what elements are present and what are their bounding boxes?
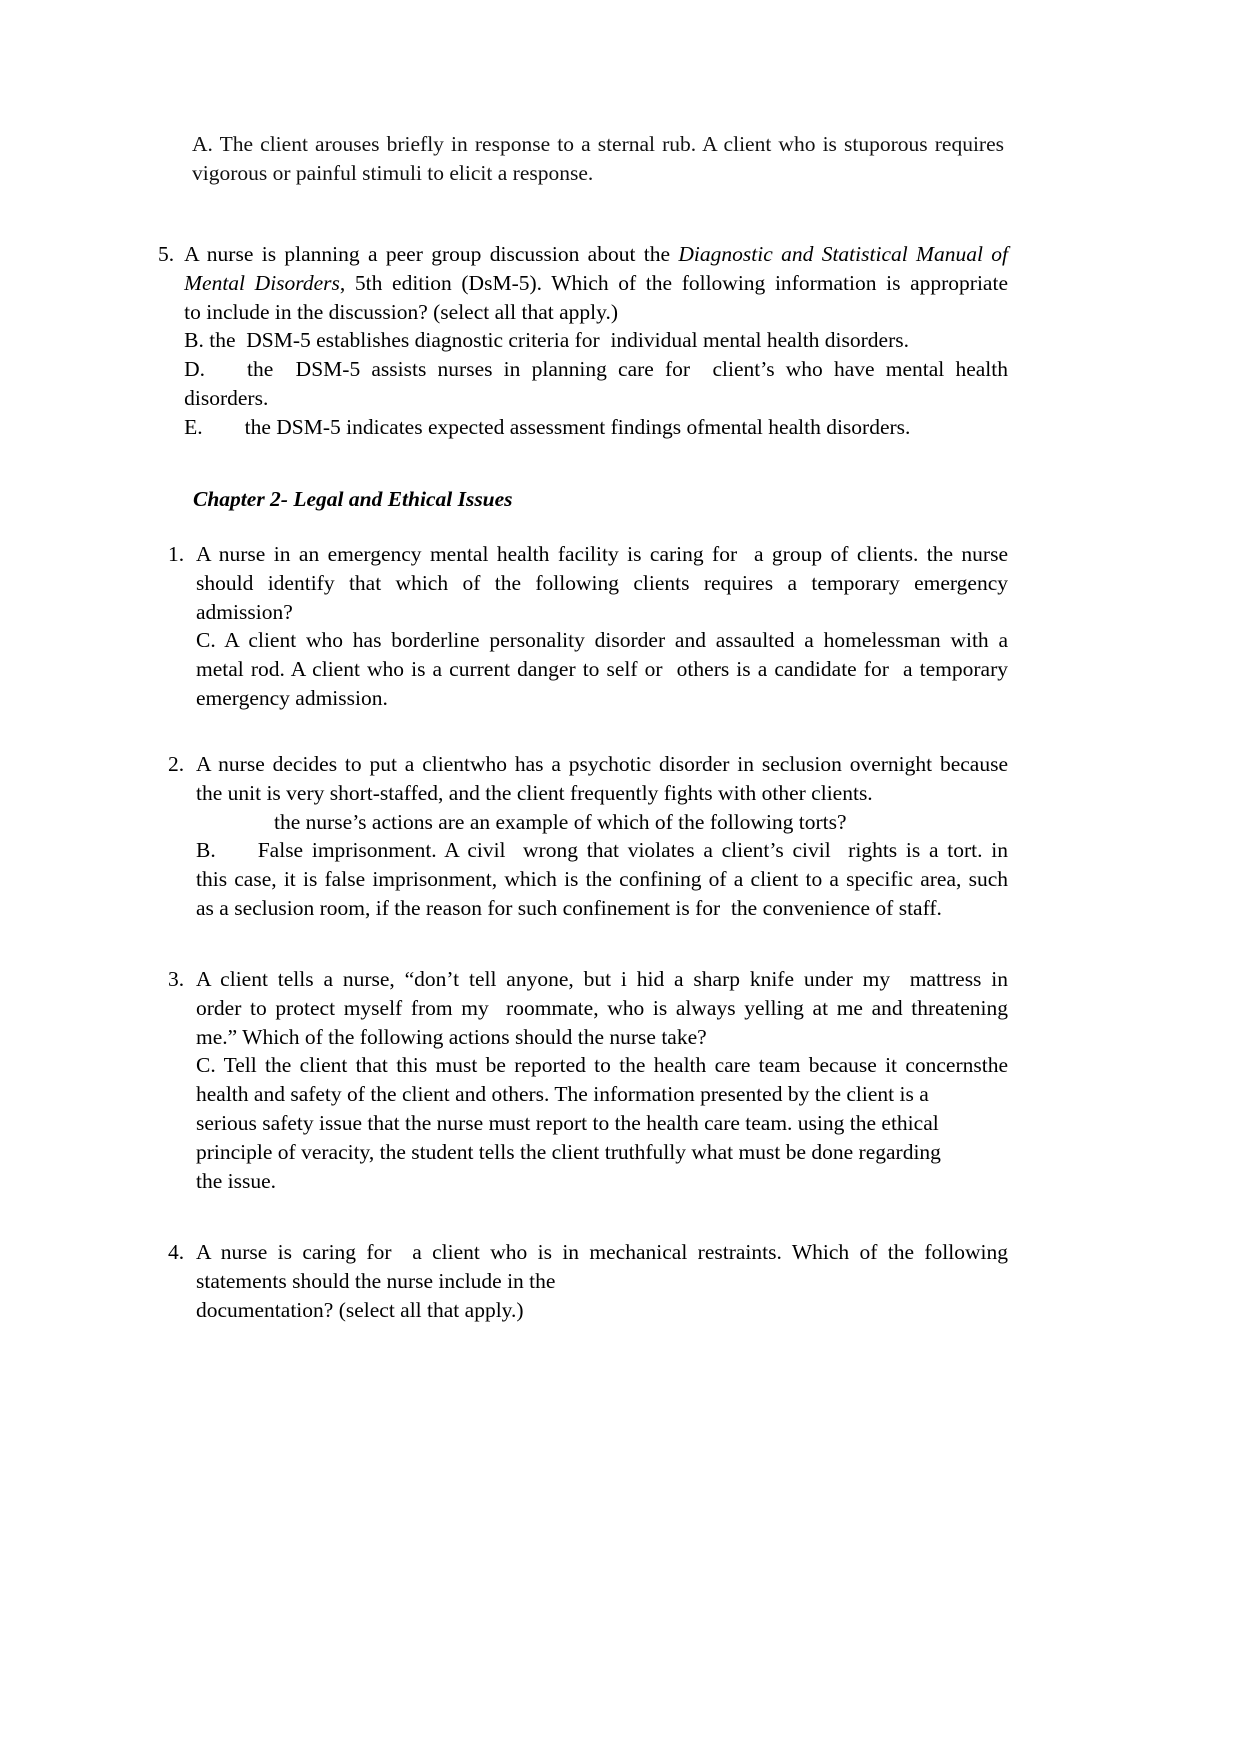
question-2-answer-line-1: B. False imprisonment. A civil wrong that violates a client’s civil rights is a tort. in: [196, 838, 1008, 863]
question-5-option-e: E. the DSM-5 indicates expected assessment findings ofmental health disorders.: [184, 414, 911, 439]
question-1: [168, 540, 1008, 713]
question-3-answer-line-3: serious safety issue that the nurse must report to the health care team. using the ethical: [196, 1110, 939, 1135]
question-3-number: 3.: [168, 967, 185, 991]
question-4-stem-line-1: A nurse is caring for a client who is in mechanical restraints. Which of the following: [196, 1240, 1008, 1264]
question-3-stem-line-2: order to protect myself from my roommate, who is always yelling at me and threatening: [196, 995, 1008, 1020]
question-5-stem-line-3: to include in the discussion? (select all that apply.): [184, 299, 618, 324]
answer-top-line-2: vigorous or painful stimuli to elicit a response.: [192, 160, 594, 185]
question-5-stem-line-1: A nurse is planning a peer group discussion about the Diagnostic and Statistical Manual of: [184, 242, 1009, 266]
question-1-stem-line-3: admission?: [196, 599, 293, 624]
question-3-stem-line-3: me.” Which of the following actions should the nurse take?: [196, 1024, 707, 1049]
question-2-stem-line-2: the unit is very short-staffed, and the client frequently fights with other clients.: [196, 780, 873, 805]
question-5-body: [184, 240, 1008, 442]
question-2: [168, 750, 1008, 923]
question-2-number: 2.: [168, 752, 185, 776]
question-3-answer-line-5: the issue.: [196, 1168, 277, 1193]
question-3-answer-line-1: C. Tell the client that this must be reported to the health care team because it concernsthe: [196, 1053, 1008, 1078]
answer-block-top: [192, 130, 1004, 188]
question-2-body: [196, 750, 1008, 923]
question-5-option-b: B. the DSM-5 establishes diagnostic criteria for individual mental health disorders.: [184, 328, 909, 353]
question-1-answer-line-3: emergency admission.: [196, 685, 388, 710]
answer-top-line-1: A. The client arouses briefly in response to a sternal rub. A client who is stuporous requires: [192, 132, 1004, 156]
question-1-body: [196, 540, 1008, 713]
question-3-answer-line-2: health and safety of the client and others. The information presented by the client is a: [196, 1082, 929, 1107]
question-2-stem-line-1: A nurse decides to put a clientwho has a psychotic disorder in seclusion overnight because: [196, 752, 1008, 776]
question-1-answer-line-2: metal rod. A client who is a current danger to self or others is a candidate for a temporary: [196, 657, 1008, 682]
question-4-stem-line-2: statements should the nurse include in the: [196, 1268, 556, 1293]
question-3-stem-line-1: A client tells a nurse, “don’t tell anyone, but i hid a sharp knife under my mattress in: [196, 967, 1008, 991]
question-5: [158, 240, 1008, 442]
question-2-stem-line-3: the nurse’s actions are an example of which of the following torts?: [274, 809, 847, 834]
question-5-option-d-line-2: disorders.: [184, 385, 269, 410]
question-4-stem-line-3: documentation? (select all that apply.): [196, 1297, 524, 1322]
question-3-body: [196, 965, 1008, 1195]
question-4-number: 4.: [168, 1240, 185, 1264]
question-4-body: [196, 1238, 1008, 1324]
question-4: [168, 1238, 1008, 1324]
question-1-answer-line-1: C. A client who has borderline personality disorder and assaulted a homelessman with a: [196, 628, 1008, 653]
question-3-answer-line-4: principle of veracity, the student tells the client truthfully what must be done regarding: [196, 1139, 941, 1164]
question-5-number: 5.: [158, 242, 175, 266]
question-3: [168, 965, 1008, 1195]
chapter-heading: Chapter 2- Legal and Ethical Issues: [193, 487, 513, 511]
question-5-option-d-line-1: D. the DSM-5 assists nurses in planning care for client’s who have mental health: [184, 357, 1008, 382]
question-2-answer-line-3: as a seclusion room, if the reason for such confinement is for the convenience of staff.: [196, 895, 942, 920]
question-2-answer-line-2: this case, it is false imprisonment, which is the confining of a client to a specific area, such: [196, 867, 1008, 892]
question-1-stem-line-2: should identify that which of the following clients requires a temporary emergency: [196, 570, 1008, 595]
question-5-stem-line-2: Mental Disorders, 5th edition (DsM-5). Which of the following information is appropriate: [184, 270, 1008, 295]
question-1-number: 1.: [168, 542, 185, 566]
question-1-stem-line-1: A nurse in an emergency mental health facility is caring for a group of clients. the nurse: [196, 542, 1008, 566]
